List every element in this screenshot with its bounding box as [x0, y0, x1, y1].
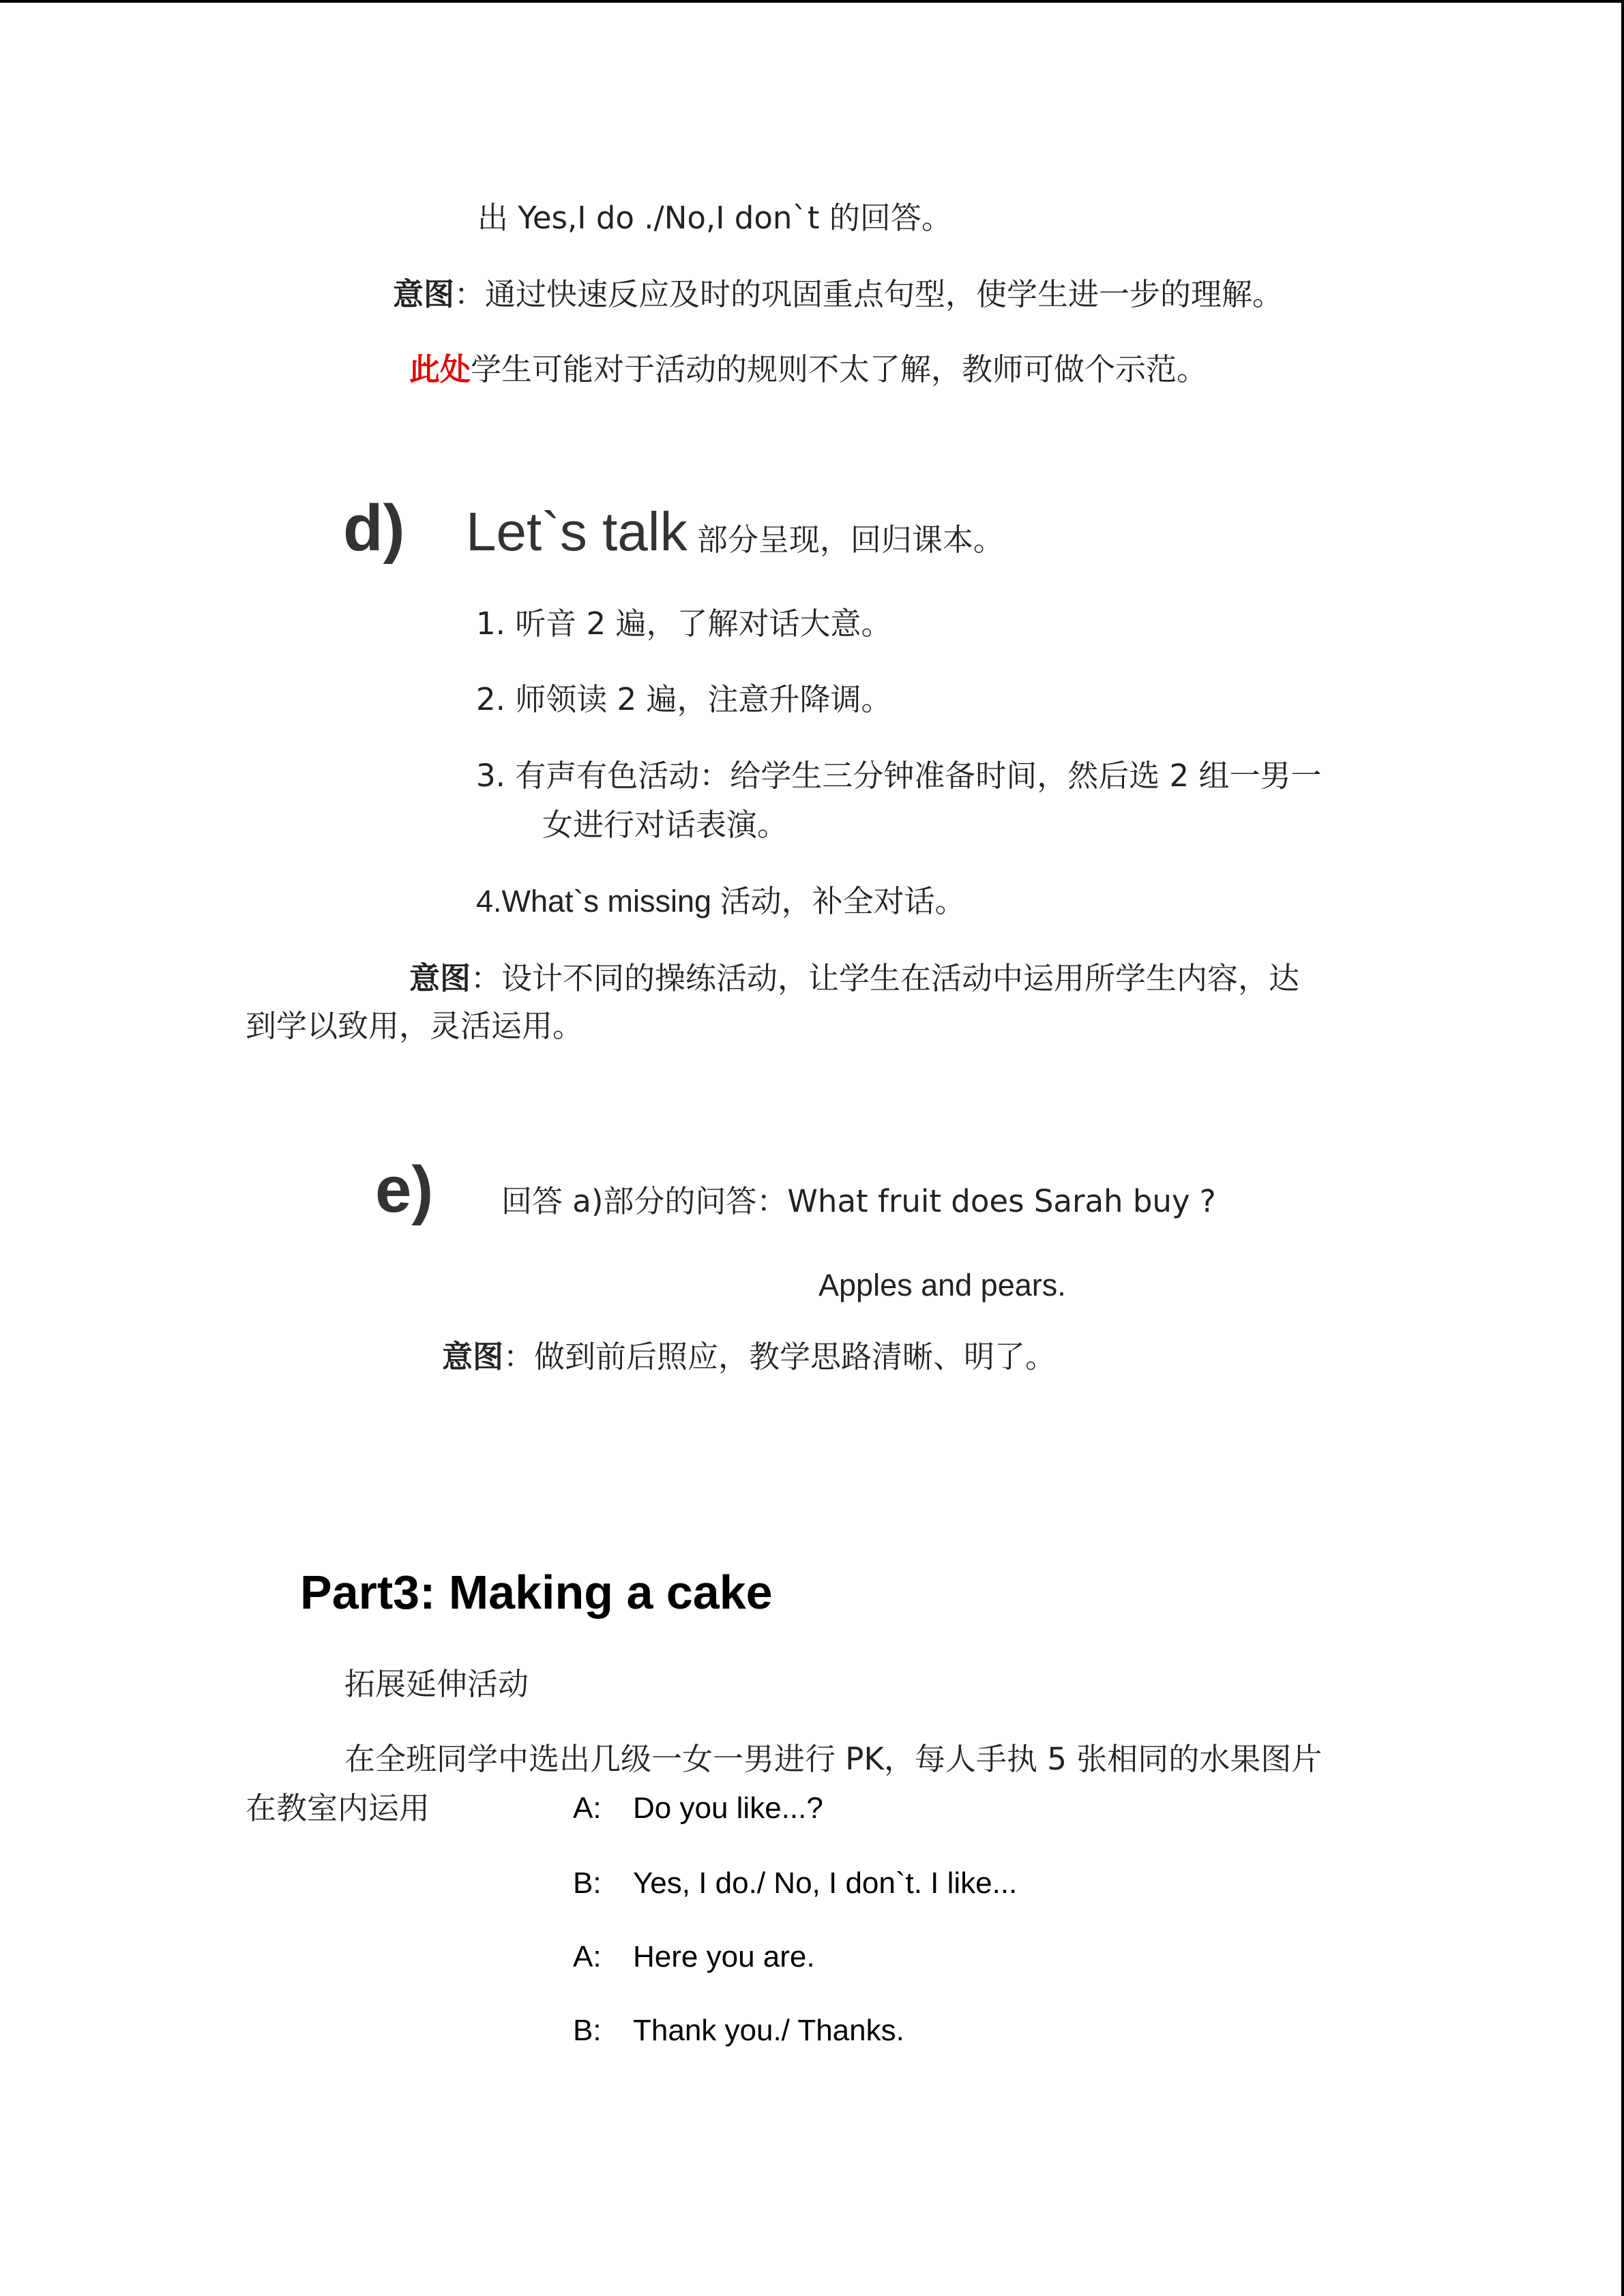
section-d-intent-line-2: 到学以致用，灵活运用。	[246, 1008, 584, 1044]
dialog-line-4	[573, 2010, 904, 2051]
section-d-intent-line-1	[409, 958, 1299, 999]
section-d-intent-label: 意图	[409, 960, 471, 996]
note-highlight: 此处	[409, 351, 471, 387]
note-line	[409, 349, 1207, 390]
part3-description-line-2: 在教室内运用	[246, 1790, 430, 1826]
dialog-speaker: B:	[573, 2014, 602, 2047]
dialog-text: Yes, I do./ No, I don`t. I like...	[633, 1866, 1018, 1900]
part3-description-line-1: 在全班同学中选出几级一女一男进行 PK，每人手执 5 张相同的水果图片	[344, 1741, 1323, 1777]
dialog-line-3	[573, 1937, 815, 1978]
yes-no-answer-line: 出 Yes,I do ./No,I don`t 的回答。	[477, 200, 952, 236]
dialog-speaker: A:	[573, 1791, 602, 1825]
section-d-subtitle: 部分呈现，回归课本。	[696, 522, 1004, 558]
section-d-marker: d)	[343, 492, 405, 565]
section-e-intent-text: ：做到前后照应，教学思路清晰、明了。	[503, 1339, 1057, 1375]
dialog-speaker: A:	[573, 1940, 602, 1973]
section-d-intent-text: ：设计不同的操练活动，让学生在活动中运用所学生内容，达	[471, 960, 1300, 996]
intent-text: ：通过快速反应及时的巩固重点句型，使学生进一步的理解。	[454, 276, 1284, 312]
intent-line-1	[393, 274, 1283, 315]
intent-label: 意图	[393, 276, 455, 312]
section-e-intent-line	[442, 1337, 1056, 1377]
step-1: 1. 听音 2 遍，了解对话大意。	[476, 606, 892, 642]
dialog-line-1	[573, 1788, 823, 1829]
note-text: 学生可能对于活动的规则不太了解，教师可做个示范。	[471, 351, 1208, 387]
section-d-title: Let`s talk	[466, 501, 688, 562]
page-border-top	[0, 0, 1624, 3]
step-2: 2. 师领读 2 遍，注意升降调。	[476, 681, 892, 717]
section-d-heading	[466, 499, 1004, 573]
section-e-intent-label: 意图	[442, 1339, 504, 1375]
page-border-right	[1621, 0, 1624, 2296]
section-e-marker: e)	[375, 1153, 434, 1226]
step-3-continued: 女进行对话表演。	[542, 807, 788, 843]
dialog-speaker: B:	[573, 1866, 602, 1900]
step-3: 3. 有声有色活动：给学生三分钟准备时间，然后选 2 组一男一	[476, 758, 1322, 794]
dialog-text: Thank you./ Thanks.	[633, 2014, 904, 2047]
section-e-question: 回答 a)部分的问答：What fruit does Sarah buy ?	[501, 1183, 1216, 1219]
section-e-answer: Apples and pears.	[818, 1268, 1066, 1302]
dialog-text: Do you like...?	[633, 1791, 823, 1825]
part3-subheading: 拓展延伸活动	[344, 1666, 529, 1702]
dialog-text: Here you are.	[633, 1940, 815, 1973]
dialog-line-2	[573, 1863, 1017, 1904]
step-4: 4.What`s missing 活动，补全对话。	[476, 884, 966, 919]
part3-heading: Part3: Making a cake	[300, 1566, 773, 1619]
